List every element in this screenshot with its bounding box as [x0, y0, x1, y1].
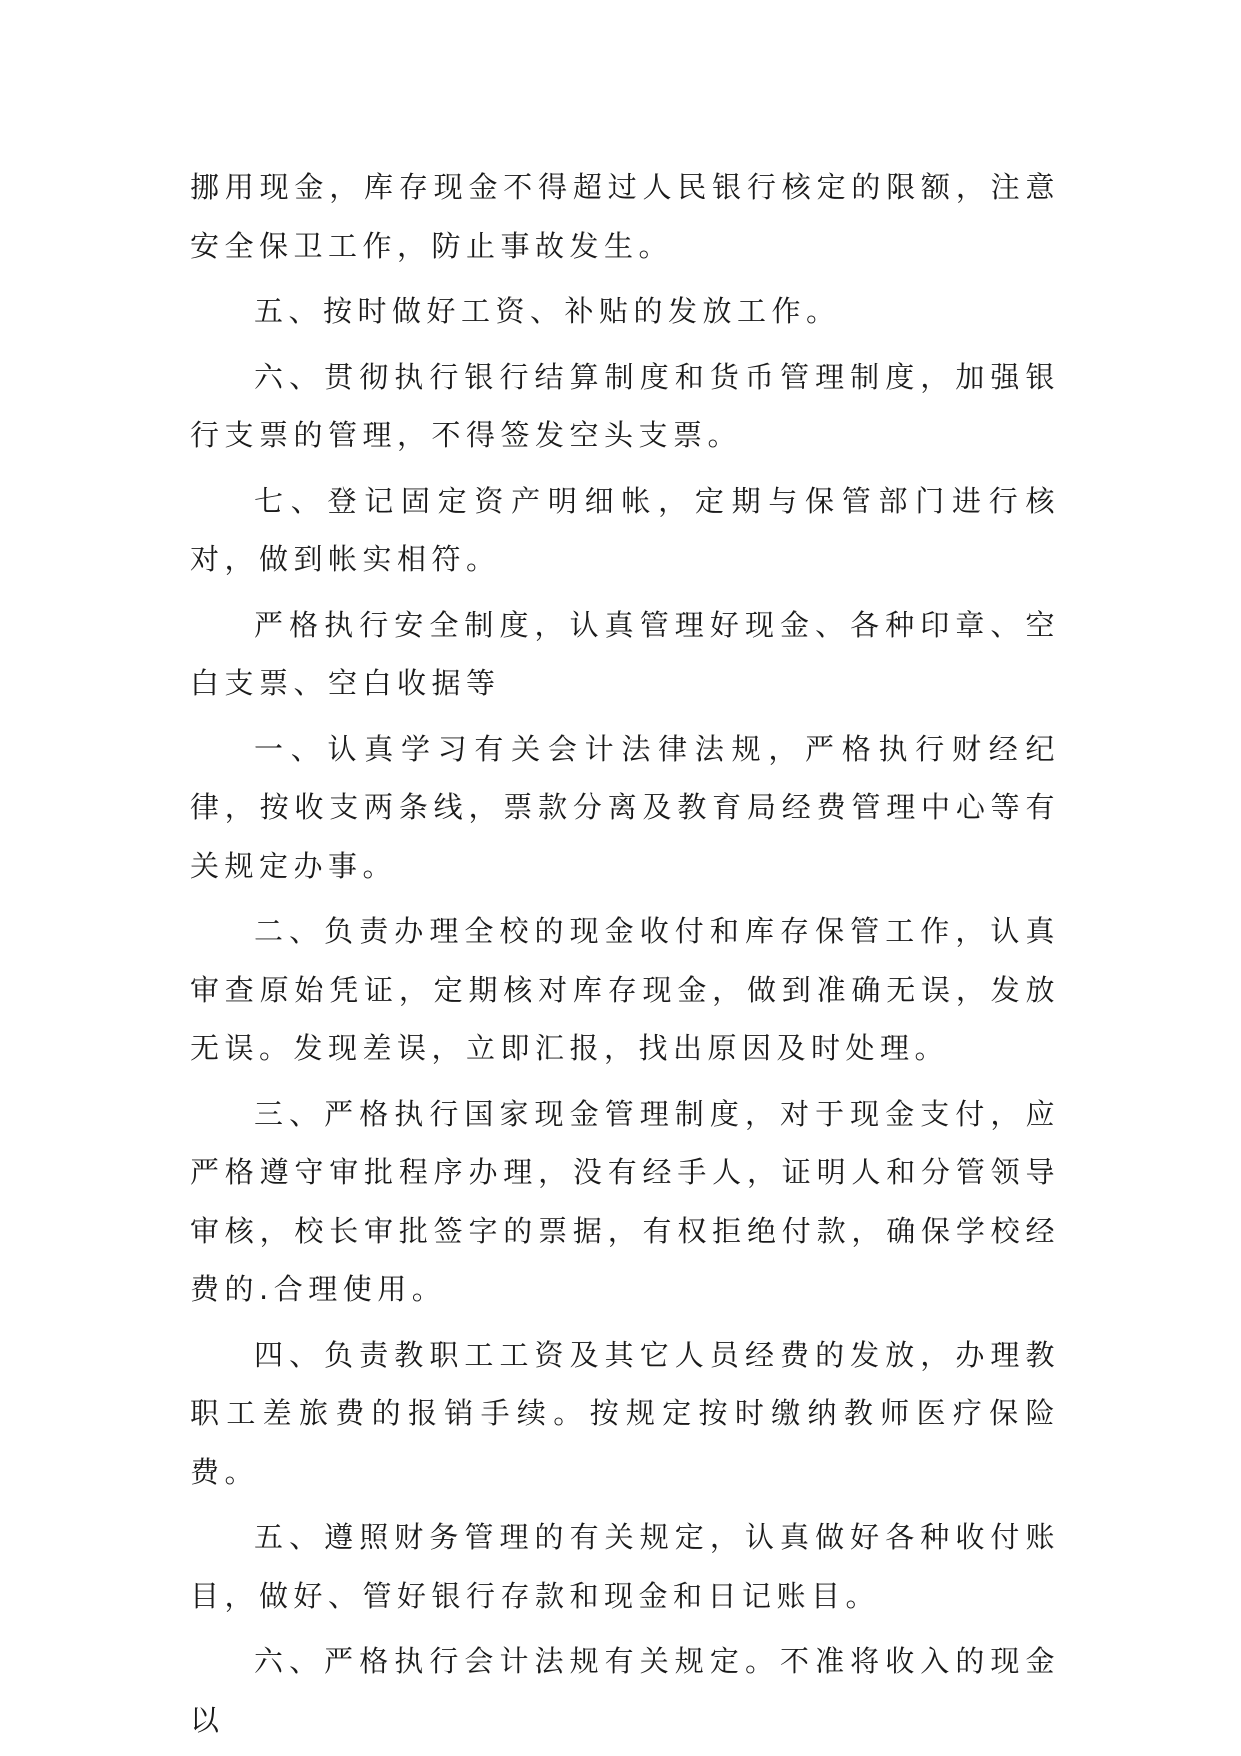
paragraph-3: 六、贯彻执行银行结算制度和货币管理制度，加强银行支票的管理，不得签发空头支票。 — [190, 359, 1060, 452]
document-body — [190, 158, 1060, 1756]
paragraph-4: 七、登记固定资产明细帐，定期与保管部门进行核对，做到帐实相符。 — [190, 483, 1060, 576]
paragraph-9: 四、负责教职工工资及其它人员经费的发放，办理教职工差旅费的报销手续。按规定按时缴纳教师医疗保险费。 — [190, 1337, 1060, 1489]
paragraph-1: 挪用现金，库存现金不得超过人民银行核定的限额，注意安全保卫工作，防止事故发生。 — [190, 170, 1060, 263]
paragraph-11: 六、严格执行会计法规有关规定。不准将收入的现金以 — [190, 1644, 1060, 1737]
paragraph-5: 严格执行安全制度，认真管理好现金、各种印章、空白支票、空白收据等 — [190, 607, 1060, 700]
paragraph-7: 二、负责办理全校的现金收付和库存保管工作，认真审查原始凭证，定期核对库存现金，做到准确无误，发放无误。发现差误，立即汇报，找出原因及时处理。 — [190, 914, 1060, 1065]
paragraph-10: 五、遵照财务管理的有关规定，认真做好各种收付账目，做好、管好银行存款和现金和日记账目。 — [190, 1520, 1060, 1613]
paragraph-8: 三、严格执行国家现金管理制度，对于现金支付，应严格遵守审批程序办理，没有经手人，证明人和分管领导审核，校长审批签字的票据，有权拒绝付款，确保学校经费的.合理使用。 — [190, 1096, 1060, 1306]
paragraph-2: 五、按时做好工资、补贴的发放工作。 — [254, 294, 841, 328]
paragraph-6: 一、认真学习有关会计法律法规，严格执行财经纪律，按收支两条线，票款分离及教育局经费管理中心等有关规定办事。 — [190, 731, 1060, 883]
